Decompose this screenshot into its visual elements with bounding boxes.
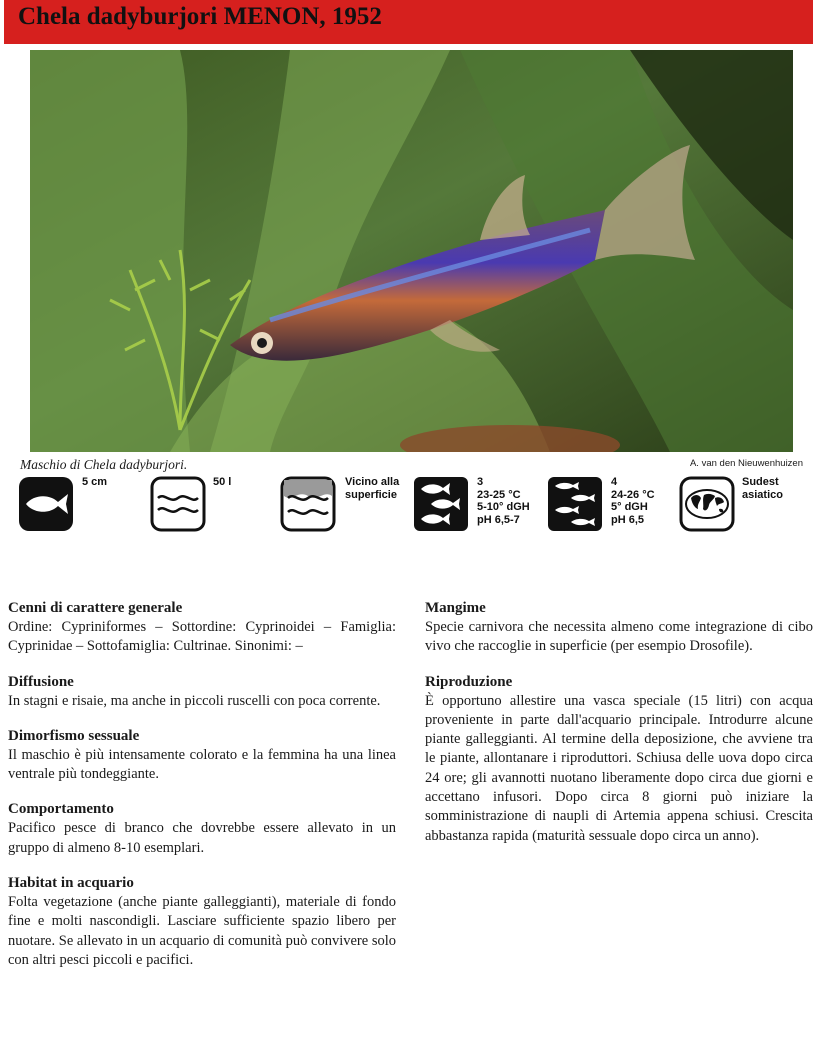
section-heading: Dimorfismo sessuale <box>8 727 140 744</box>
swim-zone-icon <box>280 476 336 532</box>
section-text: Folta vegetazione (anche piante galleggianti), materiale di fondo fine e molti nascondigli. Lasciare sufficiente spazio libero per nuotare. Se allevato in un acquario di comunità può convivere solo con altri pesci piccoli e pacifici. <box>8 894 396 968</box>
left-column <box>8 598 396 985</box>
section-distribution <box>8 672 396 711</box>
page-title: Chela dadyburjori MENON, 1952 <box>18 3 382 30</box>
section-breeding <box>425 672 813 846</box>
water-params-2: 4 24-26 °C 5° dGH pH 6,5 <box>611 476 655 526</box>
photo-credit: A. van den Nieuwenhuizen <box>689 458 803 469</box>
fish-photo <box>30 50 793 452</box>
region-label: Sudest asiatico <box>742 476 783 501</box>
section-habitat <box>8 873 396 970</box>
water-params-1: 3 23-25 °C 5-10° dGH pH 6,5-7 <box>477 476 530 526</box>
section-heading: Comportamento <box>8 801 114 818</box>
swim-zone-label: Vicino alla superficie <box>345 476 400 501</box>
section-text: Specie carnivora che necessita almeno come integrazione di cibo vivo che raccoglie in superficie (per esempio Drosofile). <box>425 619 813 655</box>
section-text: Il maschio è più intensamente colorato e la femmina ha una linea ventrale più tondeggiante. <box>8 746 396 783</box>
section-heading: Mangime <box>425 600 486 616</box>
title-bar <box>4 0 813 44</box>
section-heading: Cenni di carattere generale <box>8 600 183 616</box>
fish-size-icon <box>18 476 74 532</box>
section-heading: Riproduzione <box>425 673 513 690</box>
fish-group-icon <box>413 476 469 532</box>
section-text: Pacifico pesce di branco che dovrebbe essere allevato in un gruppo di almeno 8-10 esemplari. <box>8 820 396 856</box>
section-general <box>8 598 396 657</box>
section-text: In stagni e risaie, ma anche in piccoli ruscelli con poca corrente. <box>8 692 381 709</box>
section-heading: Habitat in acquario <box>8 875 134 892</box>
fish-photo-illustration <box>30 50 793 452</box>
section-behaviour <box>8 799 396 858</box>
fish-group-icon <box>547 476 603 532</box>
info-icon-row <box>0 472 821 542</box>
right-column <box>425 598 813 861</box>
fish-size-label: 5 cm <box>82 476 108 488</box>
aquarium-volume-label: 50 l <box>213 476 232 488</box>
section-text: È opportuno allestire una vasca speciale (15 litri) con acqua proveniente in parte dall'acquario principale. Introdurre alcune piante galleggianti. Al termine della deposizione, che avviene tra le piante, allontanare i riproduttori. Schiusa delle uova dopo circa 24 ore; gli avannotti nuotano liberamente dopo circa due giorni e accettano infusori. Dopo circa 8 giorni può iniziare la somministrazione di naupli di Artemia appena schiusi. Crescita abbastanza rapida (maturità sessuale dopo circa un anno). <box>425 692 813 844</box>
section-dimorphism <box>8 726 396 785</box>
section-heading: Diffusione <box>8 673 74 690</box>
photo-caption: Maschio di Chela dadyburjori. <box>20 457 188 472</box>
world-map-icon <box>679 476 735 532</box>
section-food <box>425 598 813 657</box>
section-text: Ordine: Cypriniformes – Sottordine: Cyprinoidei – Famiglia: Cyprinidae – Sottofamiglia: Cultrinae. Sinonimi: – <box>8 619 396 655</box>
aquarium-volume-icon <box>150 476 206 532</box>
